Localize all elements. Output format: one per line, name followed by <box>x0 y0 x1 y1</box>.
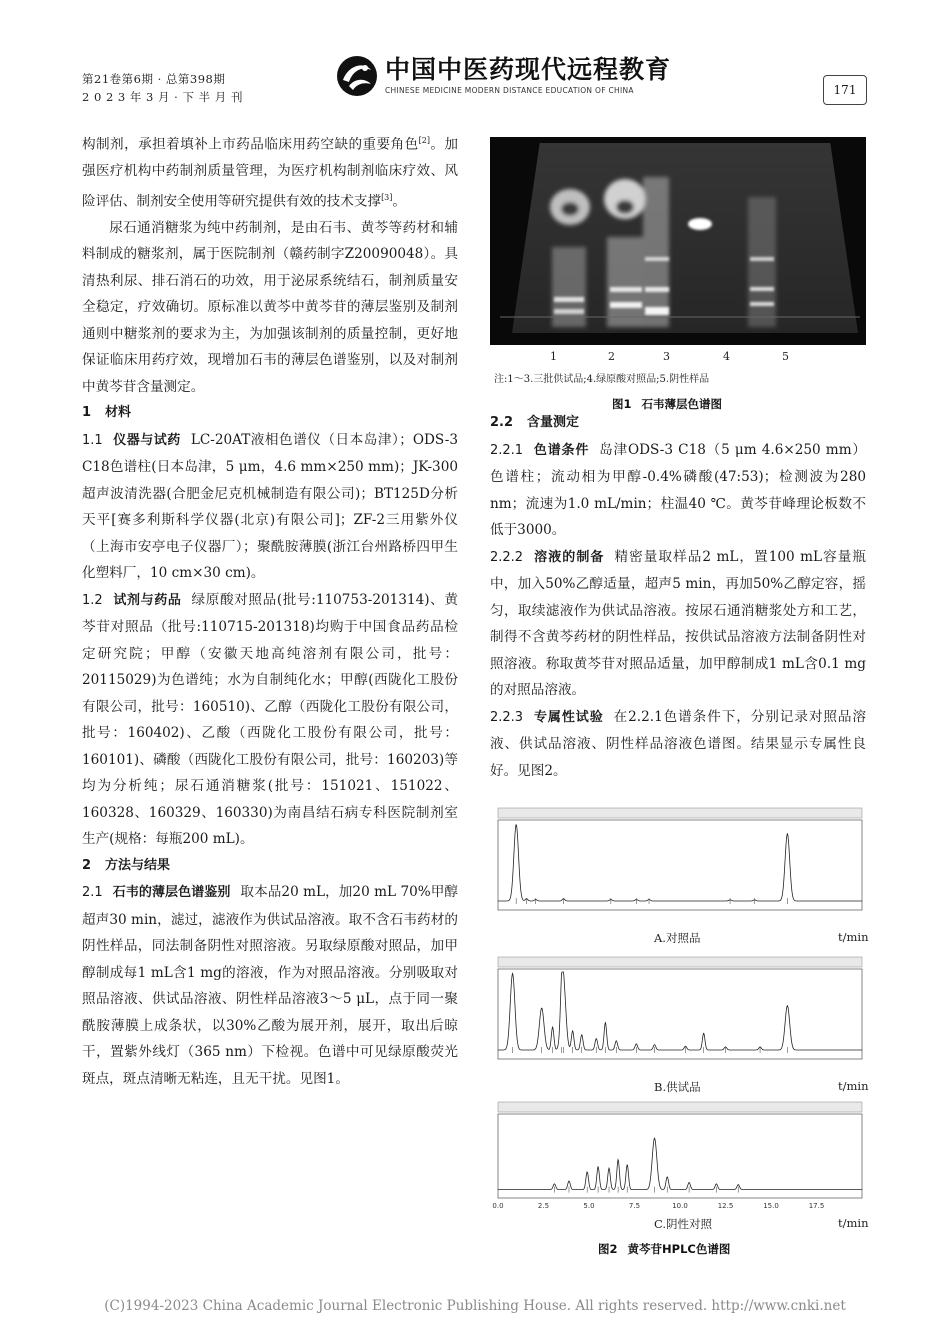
axis-unit-label: t/min <box>838 930 869 944</box>
x-tick-label: 2.5 <box>537 1202 550 1210</box>
figure1-caption: 图1 石韦薄层色谱图 <box>612 397 723 411</box>
chromatogram-sample <box>492 955 868 1073</box>
plot-header-bar <box>498 1102 862 1112</box>
subsection-tlc: 2.1 石韦的薄层色谱鉴别 取本品20 mL，加20 mL 70%甲醇超声30 min，滤过，滤液作为供试品溶液。取不含石韦药材的阴性样品，同法制备阴性对照溶液。另取绿原酸对照品，加甲醇制成每1 mL含1 mg的溶液，作为对照品溶液。分别吸取对照品溶液、供试品溶液、阴性样品溶液3～5 μL，点于同一聚酰胺薄膜上成条状，以30%乙酸为展开剂，展开，取出后晾干，置紫外线灯（365 nm）下检视。色谱中可见绿原酸荧光斑点，斑点清晰无粘连，且无干扰。见图1。 <box>82 884 458 1087</box>
subsection-specificity: 2.2.3 专属性试验 在2.2.1色谱条件下，分别记录对照品溶液、供试品溶液、阴性样品溶液色谱图。结果显示专属性良好。见图2。 <box>490 708 866 779</box>
paragraph-intro-continued: 构制剂，承担着填补上市药品临床用药空缺的重要角色[2]。加强医疗机构中药制剂质量管理，为医疗机构制剂临床疗效、风险评估、制剂安全使用等研究提供有效的技术支撑[3]。 <box>82 136 459 210</box>
journal-brand <box>385 55 671 95</box>
plot-frame <box>498 820 862 910</box>
plot-frame <box>498 1114 862 1198</box>
tlc-lanes <box>490 137 866 345</box>
x-tick-label: 7.5 <box>628 1202 641 1210</box>
chromatogram-reference <box>492 806 868 924</box>
figure2-caption: 图2 黄芩苷HPLC色谱图 <box>598 1242 731 1256</box>
chromatogram-negative <box>492 1100 868 1212</box>
x-tick-label: 5.0 <box>583 1202 595 1210</box>
plot-header-bar <box>498 957 862 967</box>
section-heading-methods: 2 方法与结果 <box>82 857 171 873</box>
lane-label: 2 <box>608 350 615 363</box>
figure1-note: 注:1～3.三批供试品;4.绿原酸对照品;5.阴性样品 <box>494 374 710 385</box>
date-line: 2 0 2 3 年 3 月 · 下 半 月 刊 <box>82 90 243 104</box>
tlc-plate-image <box>490 137 866 345</box>
chromatogram-trace <box>498 1138 862 1189</box>
lane-label: 1 <box>550 350 557 363</box>
subsection-heading-assay: 2.2 含量测定 <box>490 415 580 430</box>
axis-unit-label: t/min <box>838 1216 869 1230</box>
x-tick-label: 15.0 <box>763 1202 779 1210</box>
left-column <box>82 128 458 1092</box>
x-tick-label: 0.0 <box>492 1202 504 1210</box>
citation-ref: [2] <box>418 136 430 145</box>
chromatogram-trace <box>498 825 862 901</box>
section-heading-materials: 1 材料 <box>82 405 132 421</box>
lane-label: 4 <box>723 350 730 363</box>
volume-line: 第21卷第6期 · 总第398期 <box>82 72 226 86</box>
paragraph-background: 尿石通消糖浆为纯中药制剂，是由石韦、黄芩等药材和辅料制成的糖浆剂，属于医院制剂（赣药制字Z20090048）。具清热利尿、排石消石的功效，用于泌尿系统结石，制剂质量安全稳定，疗效确切。原标准以黄芩中黄芩苷的薄层鉴别及制剂通则中糖浆剂的要求为主，为加强该制剂的质量控制，更好地保证临床用药疗效，现增加石韦的薄层色谱鉴别，以及对制剂中黄芩苷含量测定。 <box>82 219 458 395</box>
subsection-instruments: 1.1 仪器与试药 LC-20AT液相色谱仪（日本岛津）；ODS-3 C18色谱柱(日本岛津，5 μm，4.6 mm×250 mm)；JK-300超声波清洗器(合肥金尼克机械制造有限公司)；BT125D分析天平[赛多利斯科学仪器(北京)有限公司]；ZF-2三用紫外仪（上海市安亭电子仪器厂）；聚酰胺薄膜(浙江台州路桥四甲生化塑料厂，10 cm×30 cm)。 <box>82 431 458 582</box>
plot-frame <box>498 969 862 1059</box>
right-column <box>490 410 866 784</box>
chromatogram-label: A.对照品 <box>654 931 701 945</box>
journal-issue-info <box>82 70 243 106</box>
page-number: 171 <box>823 75 867 105</box>
subsection-solution-prep: 2.2.2 溶液的制备 精密量取样品2 mL，置100 mL容量瓶中，加入50%乙醇适量，超声5 min，再加50%乙醇定容，摇匀，取续滤液作为供试品溶液。按尿石通消糖浆处方和工艺，制得不含黄芩药材的阴性样品，按供试品溶液方法制备阴性对照溶液。称取黄芩苷对照品适量，加甲醇制成1 mL含0.1 mg的对照品溶液。 <box>490 548 866 698</box>
journal-title-cn: 中国中医药现代远程教育 <box>385 55 672 84</box>
x-tick-label: 10.0 <box>672 1202 688 1210</box>
chromatogram-label: C.阴性对照 <box>654 1217 713 1231</box>
subsection-chromatographic-conditions: 2.2.1 色谱条件 岛津ODS-3 C18（5 μm 4.6×250 mm）色谱柱；流动相为甲醇-0.4%磷酸(47:53)；检测波为280 nm；流速为1.0 mL/min；柱温40 ℃。黄芩苷峰理论板数不低于3000。 <box>490 441 866 538</box>
subsection-reagents: 1.2 试剂与药品 绿原酸对照品(批号:110753-201314)、黄芩苷对照品（批号:110715-201318)均购于中国食品药品检定研究院；甲醇（安徽天地高纯溶剂有限公司，批号：20115029)为色谱纯；水为自制纯化水；甲醇(西陇化工股份有限公司，批号：160510)、乙醇（西陇化工股份有限公司，批号：160402)、乙酸（西陇化工股份有限公司，批号：160101)、磷酸（西陇化工股份有限公司，批号：160203)等均为分析纯；尿石通消糖浆(批号：151021、151022、160328、160329、160330)为南昌结石病专科医院制剂室生产(规格：每瓶200 mL)。 <box>82 591 458 848</box>
lane-label: 5 <box>782 350 789 363</box>
plot-header-bar <box>498 808 862 818</box>
journal-title-en: CHINESE MEDICINE MODERN DISTANCE EDUCATION OF CHINA <box>385 86 634 95</box>
axis-unit-label: t/min <box>838 1079 869 1093</box>
journal-logo-icon <box>335 54 379 98</box>
chromatogram-trace <box>498 972 862 1050</box>
citation-ref: [3] <box>381 192 393 202</box>
copyright-footer: (C)1994-2023 China Academic Journal Electronic Publishing House. All rights reserved. http://www.cnki.net <box>104 1298 846 1314</box>
chromatogram-label: B.供试品 <box>654 1080 701 1094</box>
x-tick-label: 12.5 <box>717 1202 734 1210</box>
lane-label: 3 <box>663 350 670 363</box>
x-tick-label: 17.5 <box>808 1202 825 1210</box>
